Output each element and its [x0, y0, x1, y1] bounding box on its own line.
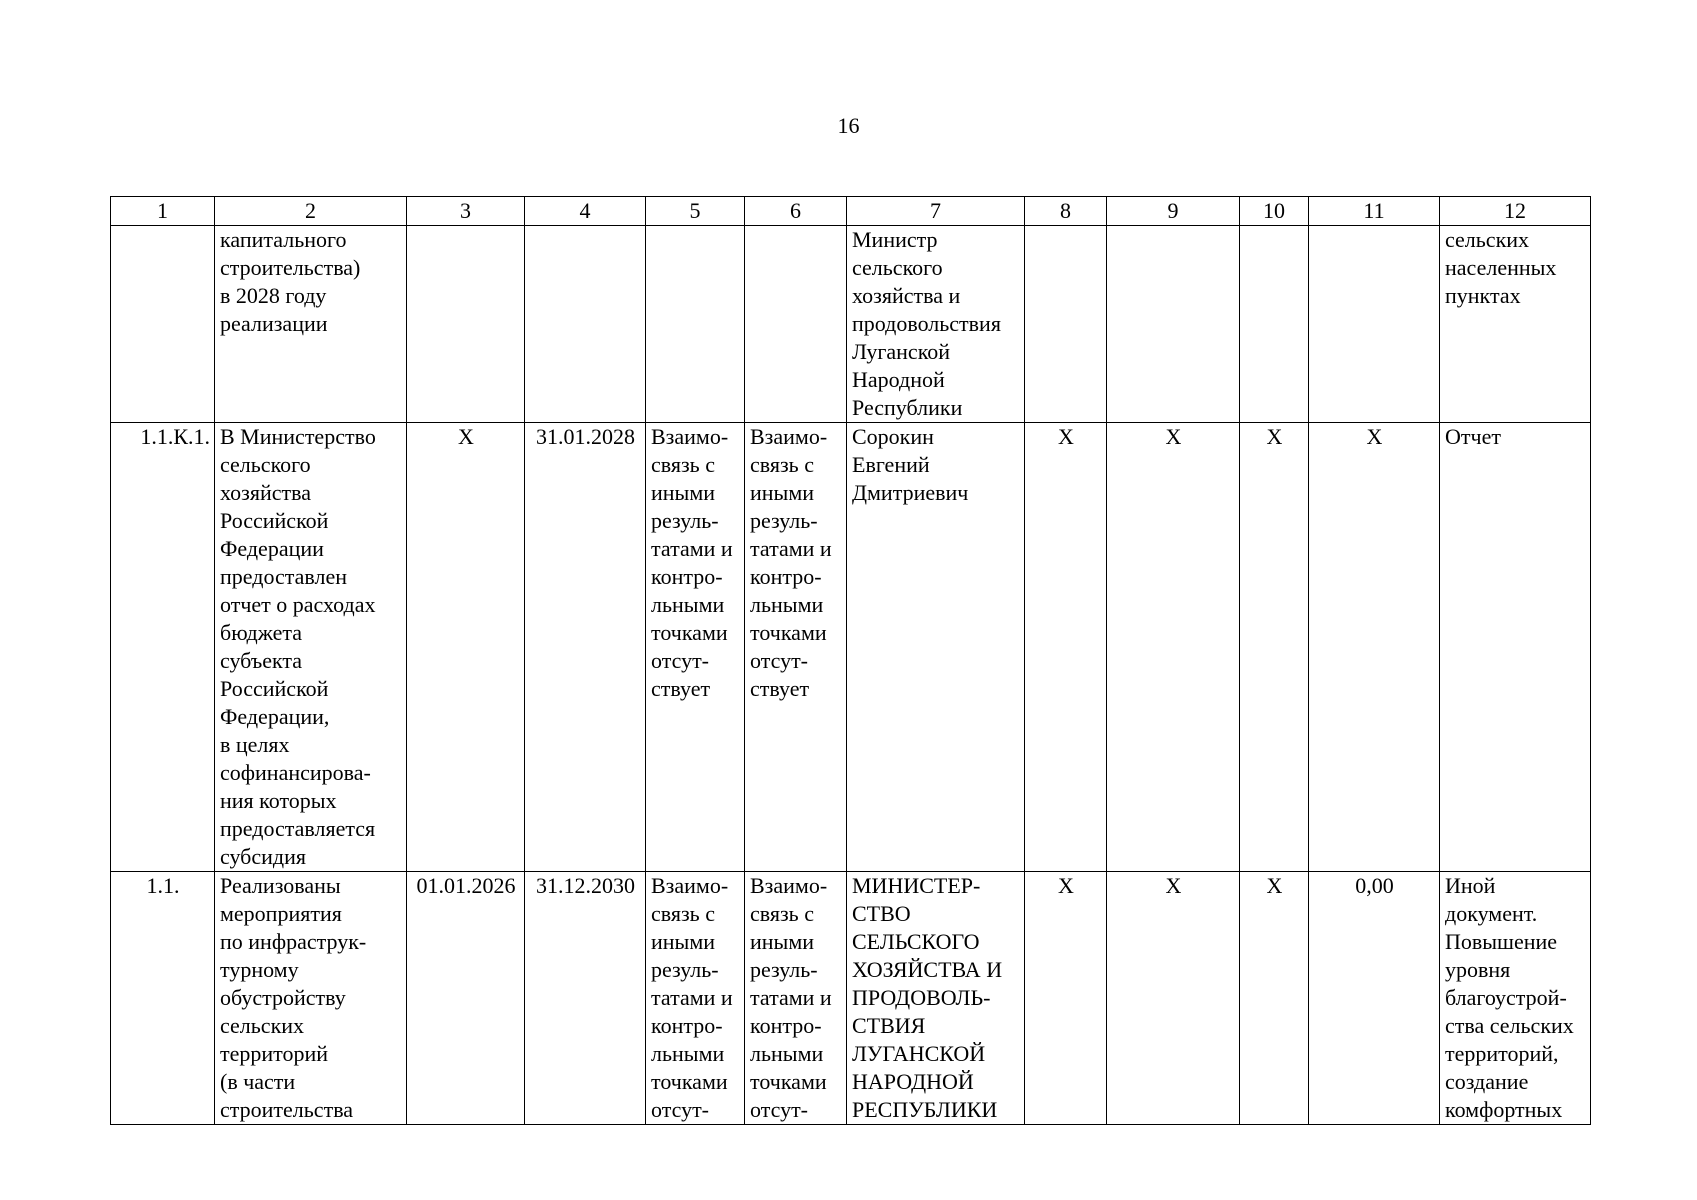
- column-header: 5: [646, 197, 745, 226]
- column-header: 3: [407, 197, 525, 226]
- column-header: 7: [847, 197, 1025, 226]
- table-cell: X: [1240, 872, 1309, 1125]
- table-row: [111, 226, 1591, 423]
- table-row: [111, 872, 1591, 1125]
- table-cell: [525, 226, 646, 423]
- header-row: [111, 197, 1591, 226]
- table-cell: X: [407, 423, 525, 872]
- table-cell: Министр сельского хозяйства и продовольствия Луганской Народной Республики: [847, 226, 1025, 423]
- page-number: 16: [837, 113, 860, 138]
- table-cell: [407, 226, 525, 423]
- table-cell: Взаимо- связь с иными резуль- татами и контро- льными точками отсут-: [646, 872, 745, 1125]
- column-header: 6: [745, 197, 847, 226]
- table-cell: X: [1025, 423, 1107, 872]
- table-cell: X: [1107, 423, 1240, 872]
- table-cell: X: [1025, 872, 1107, 1125]
- table-cell: 0,00: [1309, 872, 1440, 1125]
- column-header: 4: [525, 197, 646, 226]
- table-cell: Взаимо- связь с иными резуль- татами и контро- льными точками отсут-: [745, 872, 847, 1125]
- table-cell: X: [1107, 872, 1240, 1125]
- table-cell: Взаимо- связь с иными резуль- татами и контро- льными точками отсут- ствует: [745, 423, 847, 872]
- table-row: [111, 423, 1591, 872]
- table-cell: капитального строительства) в 2028 году реализации: [215, 226, 407, 423]
- table-cell: Сорокин Евгений Дмитриевич: [847, 423, 1025, 872]
- column-header: 12: [1440, 197, 1591, 226]
- column-header: 8: [1025, 197, 1107, 226]
- column-header: 9: [1107, 197, 1240, 226]
- table-cell: 01.01.2026: [407, 872, 525, 1125]
- table-cell: 31.01.2028: [525, 423, 646, 872]
- table-cell: 1.1.К.1.: [111, 423, 215, 872]
- table-cell: Взаимо- связь с иными резуль- татами и контро- льными точками отсут- ствует: [646, 423, 745, 872]
- table-cell: Реализованы мероприятия по инфраструк- турному обустройству сельских территорий (в части строительства: [215, 872, 407, 1125]
- results-table: [110, 196, 1591, 1125]
- table-cell: [1107, 226, 1240, 423]
- table-cell: В Министерство сельского хозяйства Российской Федерации предоставлен отчет о расходах бюджета субъекта Российской Федерации, в целях софинансирова- ния которых предоставляется субсидия: [215, 423, 407, 872]
- table-cell: сельских населенных пунктах: [1440, 226, 1591, 423]
- table-cell: 1.1.: [111, 872, 215, 1125]
- table-cell: [1025, 226, 1107, 423]
- table-cell: [646, 226, 745, 423]
- table-cell: [111, 226, 215, 423]
- table-cell: Отчет: [1440, 423, 1591, 872]
- table-cell: МИНИСТЕР- СТВО СЕЛЬСКОГО ХОЗЯЙСТВА И ПРОДОВОЛЬ- СТВИЯ ЛУГАНСКОЙ НАРОДНОЙ РЕСПУБЛИКИ: [847, 872, 1025, 1125]
- column-header: 2: [215, 197, 407, 226]
- table-cell: Иной документ. Повышение уровня благоустрой- ства сельских территорий, создание комфортных: [1440, 872, 1591, 1125]
- table-cell: 31.12.2030: [525, 872, 646, 1125]
- column-header: 1: [111, 197, 215, 226]
- table-cell: X: [1309, 423, 1440, 872]
- table-cell: X: [1240, 423, 1309, 872]
- column-header: 11: [1309, 197, 1440, 226]
- table-cell: [745, 226, 847, 423]
- table-cell: [1240, 226, 1309, 423]
- column-header: 10: [1240, 197, 1309, 226]
- table-cell: [1309, 226, 1440, 423]
